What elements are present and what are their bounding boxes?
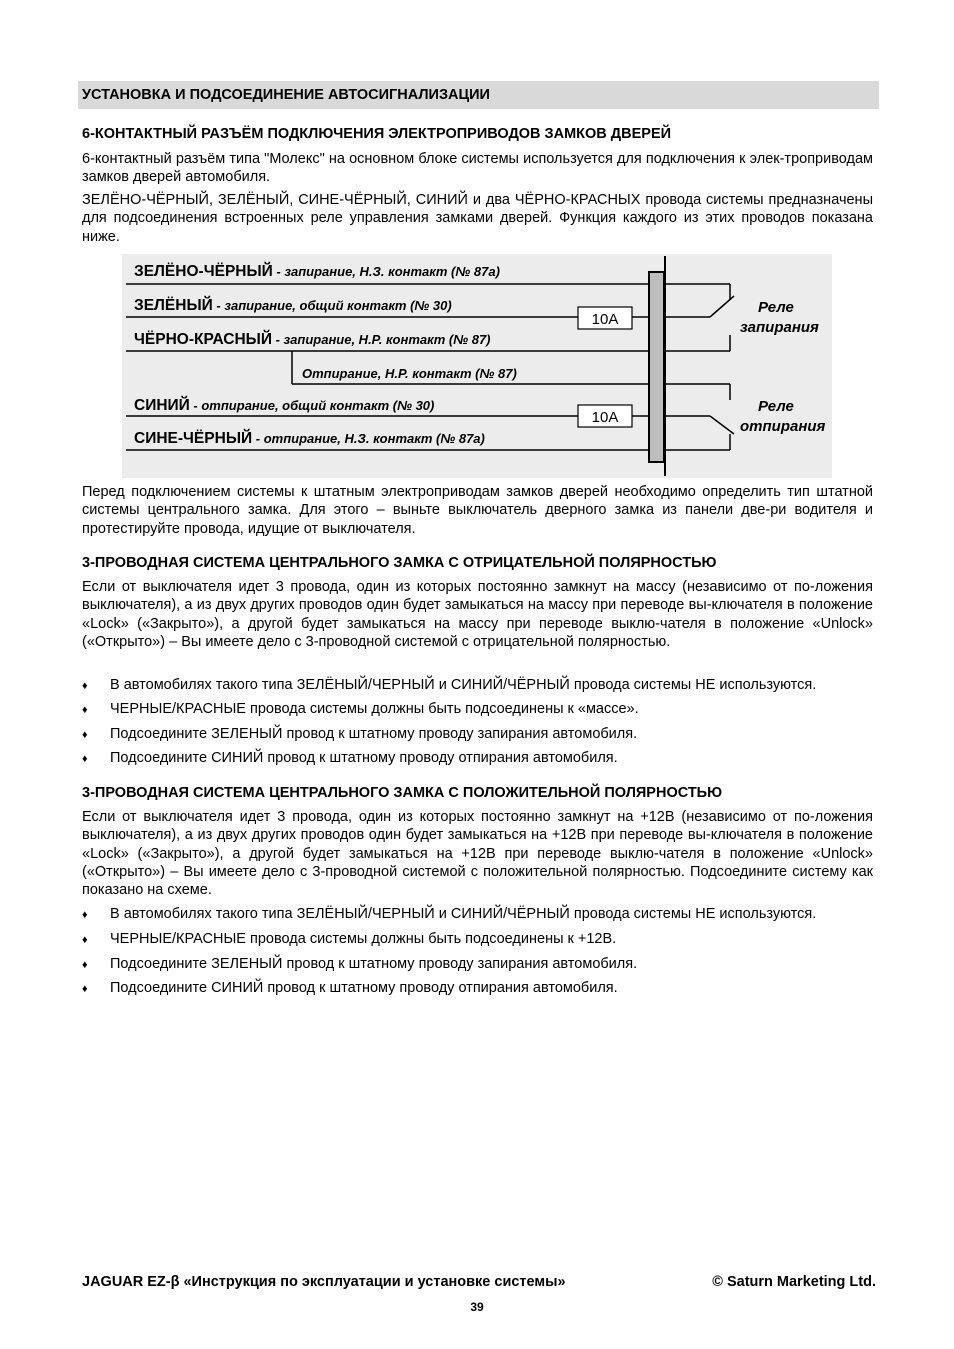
fuse-lock [578,307,632,329]
fuse-unlock-label: 10А [591,409,619,426]
bullet-icon: ♦ [82,909,88,921]
footer-copyright: © Saturn Marketing Ltd. [712,1274,876,1290]
wire-green [126,296,734,317]
wire-unlock-nr-desc: Отпирание, Н.Р. контакт (№ 87) [302,366,517,381]
svg-text:СИНИЙ - отпирание, общий конта [134,396,434,414]
wire-black-red-unlock [292,351,649,384]
wiring-diagram [122,254,832,478]
footer-title: JAGUAR EZ-β «Инструкция по эксплуатации и установке системы» [82,1274,566,1290]
svg-text:отпирания: отпирания [740,418,826,435]
wire-green-desc: - запирание, общий контакт (№ 30) [212,298,452,313]
paragraph-connector-intro: 6-контактный разъём типа "Молекс" на основном блоке системы используется для подключения к элек-троприводам замков дверей автомобиля. [82,151,873,186]
paragraph-positive-polarity: Если от выключателя идет 3 провода, один из которых постоянно замкнут на +12В (независимо от по-ложения выключателя), а из двух других проводов один будет замыкаться на +12В при переводе вы-ключателя в положение «Lock» («Закрыто»), а другой будет замыкаться на +12В при переводе выклю-чателя в положение «Unlock» («Открыто») – Вы имеете дело с 3-проводной системой с положительной полярностью. Подсоедините систему как показано на схеме. [82,809,873,899]
bullet-icon: ♦ [82,680,88,692]
bullet-icon: ♦ [82,753,88,765]
heading-negative-polarity: 3-ПРОВОДНАЯ СИСТЕМА ЦЕНТРАЛЬНОГО ЗАМКА С ОТРИЦАТЕЛЬНОЙ ПОЛЯРНОСТЬЮ [82,555,717,571]
wire-green-black-desc: - запирание, Н.З. контакт (№ 87а) [272,264,500,279]
connector-block [649,256,665,476]
bullet-icon: ♦ [82,959,88,971]
paragraph-wires-purpose: ЗЕЛЁНО-ЧЁРНЫЙ, ЗЕЛЁНЫЙ, СИНЕ-ЧЁРНЫЙ, СИНИЙ и два ЧЁРНО-КРАСНЫХ провода системы предназначены для подсоединения встроенных реле управления замками дверей. Функция каждого из этих проводов показана ниже. [82,192,873,245]
wire-green-black [126,262,730,300]
svg-text:ЗЕЛЁНЫЙ - запирание, общий кон [134,296,452,314]
bullet-icon: ♦ [82,934,88,946]
svg-text:запирания: запирания [740,319,819,336]
svg-text:ЗЕЛЁНО-ЧЁРНЫЙ - запирание, Н.З [134,262,500,280]
svg-text:Реле: Реле [758,299,794,316]
wire-blue-black [126,429,730,450]
svg-text:СИНЕ-ЧЁРНЫЙ - отпирание, Н.З. [134,429,485,447]
heading-positive-polarity: 3-ПРОВОДНАЯ СИСТЕМА ЦЕНТРАЛЬНОГО ЗАМКА С ПОЛОЖИТЕЛЬНОЙ ПОЛЯРНОСТЬЮ [82,785,723,801]
wire-black-red-lock [126,330,730,351]
svg-text:ЧЁРНО-КРАСНЫЙ - запирание, Н.Р [134,330,491,348]
bullet-icon: ♦ [82,704,88,716]
paragraph-negative-polarity: Если от выключателя идет 3 провода, один из которых постоянно замкнут на массу (независимо от по-ложения выключателя), а из двух других проводов один будет замыкаться на массу при переводе вы-ключателя в положение «Lock» («Закрыто»), а другой будет замыкаться на массу при переводе выклю-чателя в положение «Unlock» («Открыто») – Вы имеете дело с 3-проводной системой с отрицательной полярностью. [82,579,873,650]
wire-blue-black-name: СИНЕ-ЧЁРНЫЙ [134,430,253,447]
relay-lock-label [740,299,819,336]
section-title-bar [78,81,879,109]
wire-black-red-name: ЧЁРНО-КРАСНЫЙ [134,331,272,348]
wire-blue-desc: - отпирание, общий контакт (№ 30) [189,398,435,413]
bullet-icon: ♦ [82,983,88,995]
page-number: 39 [470,1300,484,1314]
wire-green-name: ЗЕЛЁНЫЙ [134,297,213,314]
section-title: УСТАНОВКА И ПОДСОЕДИНЕНИЕ АВТОСИГНАЛИЗАЦИИ [82,87,490,103]
paragraph-before-connecting: Перед подключением системы к штатным электроприводам замков дверей необходимо определить тип штатной системы центрального замка. Для этого – выньте выключатель дверного замка из панели две-ри водителя и протестируйте провода, идущие от выключателя. [82,484,873,537]
bullet-icon: ♦ [82,729,88,741]
wire-blue-name: СИНИЙ [134,397,190,414]
fuse-unlock [578,405,632,427]
heading-connector: 6-КОНТАКТНЫЙ РАЗЪЁМ ПОДКЛЮЧЕНИЯ ЭЛЕКТРОПРИВОДОВ ЗАМКОВ ДВЕРЕЙ [82,126,672,142]
svg-text:Реле: Реле [758,398,794,415]
wire-blue [126,384,734,434]
wire-black-red-desc: - запирание, Н.Р. контакт (№ 87) [271,332,491,347]
fuse-lock-label: 10А [591,311,619,328]
relay-unlock-label [740,398,826,435]
wire-blue-black-desc: - отпирание, Н.З. контакт (№ 87а) [252,431,485,446]
wire-green-black-name: ЗЕЛЁНО-ЧЁРНЫЙ [134,263,273,280]
